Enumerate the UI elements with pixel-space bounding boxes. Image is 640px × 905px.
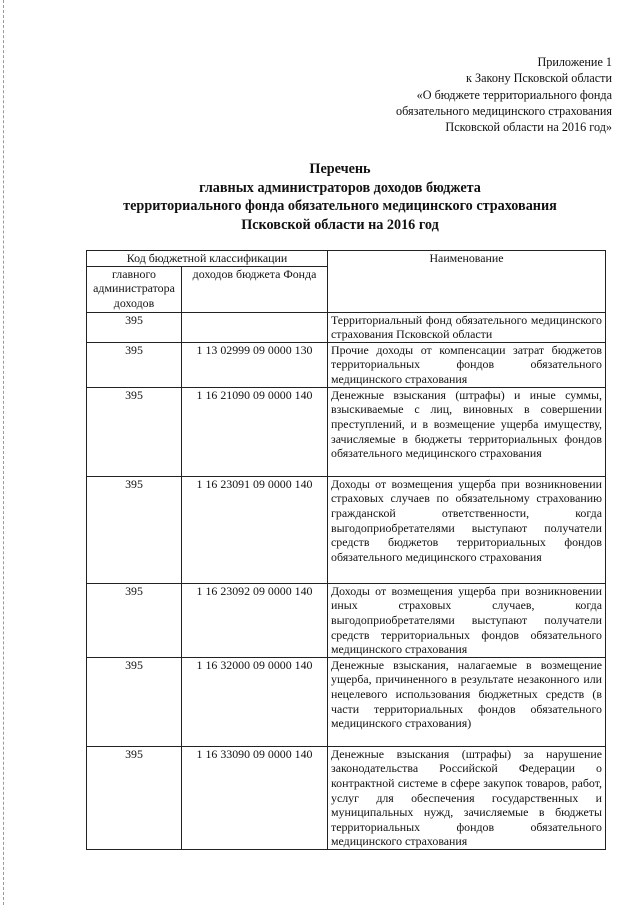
admin-code-cell: 395 [87,657,182,746]
admin-code-cell: 395 [87,342,182,387]
admin-code-cell: 395 [87,387,182,476]
table-row [87,746,606,849]
admin-code-cell: 395 [87,746,182,849]
table-row [87,583,606,657]
appendix-line: к Закону Псковской области [466,71,612,86]
header-budget-classification: Код бюджетной классификации [87,251,328,267]
admin-code-cell: 395 [87,583,182,657]
income-code-cell: 1 16 32000 09 0000 140 [182,657,328,746]
appendix-line: обязательного медицинского страхования [396,103,612,118]
header-admin-code: главного администратора доходов [87,266,182,312]
page-edge-line [3,0,5,905]
table-row [87,387,606,476]
table-row [87,342,606,387]
document-title [80,160,600,234]
name-cell: Денежные взыскания (штрафы) за нарушение законодательства Российской Федерации о контрактной системе в сфере закупок товаров, работ, услуг для обеспечения государственных и муниципальных нужд, зачисляемые в бюджеты территориальных фондов обязательного медицинского страхования [328,746,606,849]
appendix-line: Приложение 1 [537,55,612,69]
table-row [87,312,606,342]
income-code-cell: 1 13 02999 09 0000 130 [182,342,328,387]
name-cell: Денежные взыскания, налагаемые в возмещение ущерба, причиненного в результате незаконного или нецелевого использования бюджетных средств (в части территориальных фондов обязательного медицинского страхования) [328,657,606,746]
appendix-line: Псковской области на 2016 год» [445,120,612,135]
name-cell: Территориальный фонд обязательного медицинского страхования Псковской области [328,312,606,342]
income-code-cell: 1 16 23091 09 0000 140 [182,476,328,583]
title-line: Перечень [309,161,371,177]
income-code-cell: 1 16 23092 09 0000 140 [182,583,328,657]
income-code-cell: 1 16 21090 09 0000 140 [182,387,328,476]
name-cell: Доходы от возмещения ущерба при возникновении страховых случаев по обязательному страхованию гражданской ответственности, когда выгодоприобретателями выступают получатели средств бюджетов территориальных фондов обязательного медицинского страхования [328,476,606,583]
admin-code-cell: 395 [87,476,182,583]
name-cell: Денежные взыскания (штрафы) и иные суммы, взыскиваемые с лиц, виновных в совершении преступлений, и в возмещение ущерба имуществу, зачисляемые в бюджеты территориальных фондов обязательного медицинского страхования [328,387,606,476]
name-cell: Прочие доходы от компенсации затрат бюджетов территориальных фондов обязательного медицинского страхования [328,342,606,387]
table-row [87,476,606,583]
header-name: Наименование [328,251,606,313]
name-cell: Доходы от возмещения ущерба при возникновении иных страховых случаев, когда выгодоприобретателями выступают получатели средств территориальных фондов обязательного медицинского страхования [328,583,606,657]
admin-code-cell: 395 [87,312,182,342]
income-code-cell [182,312,328,342]
title-line: главных администраторов доходов бюджета [199,179,481,196]
administrators-table [86,250,606,850]
income-code-cell: 1 16 33090 09 0000 140 [182,746,328,849]
appendix-reference [292,54,612,135]
table-row [87,657,606,746]
title-line: Псковской области на 2016 год [241,216,439,233]
title-line: территориального фонда обязательного медицинского страхования [123,198,557,214]
header-income-code: доходов бюджета Фонда [182,266,328,312]
appendix-line: «О бюджете территориального фонда [416,87,612,102]
